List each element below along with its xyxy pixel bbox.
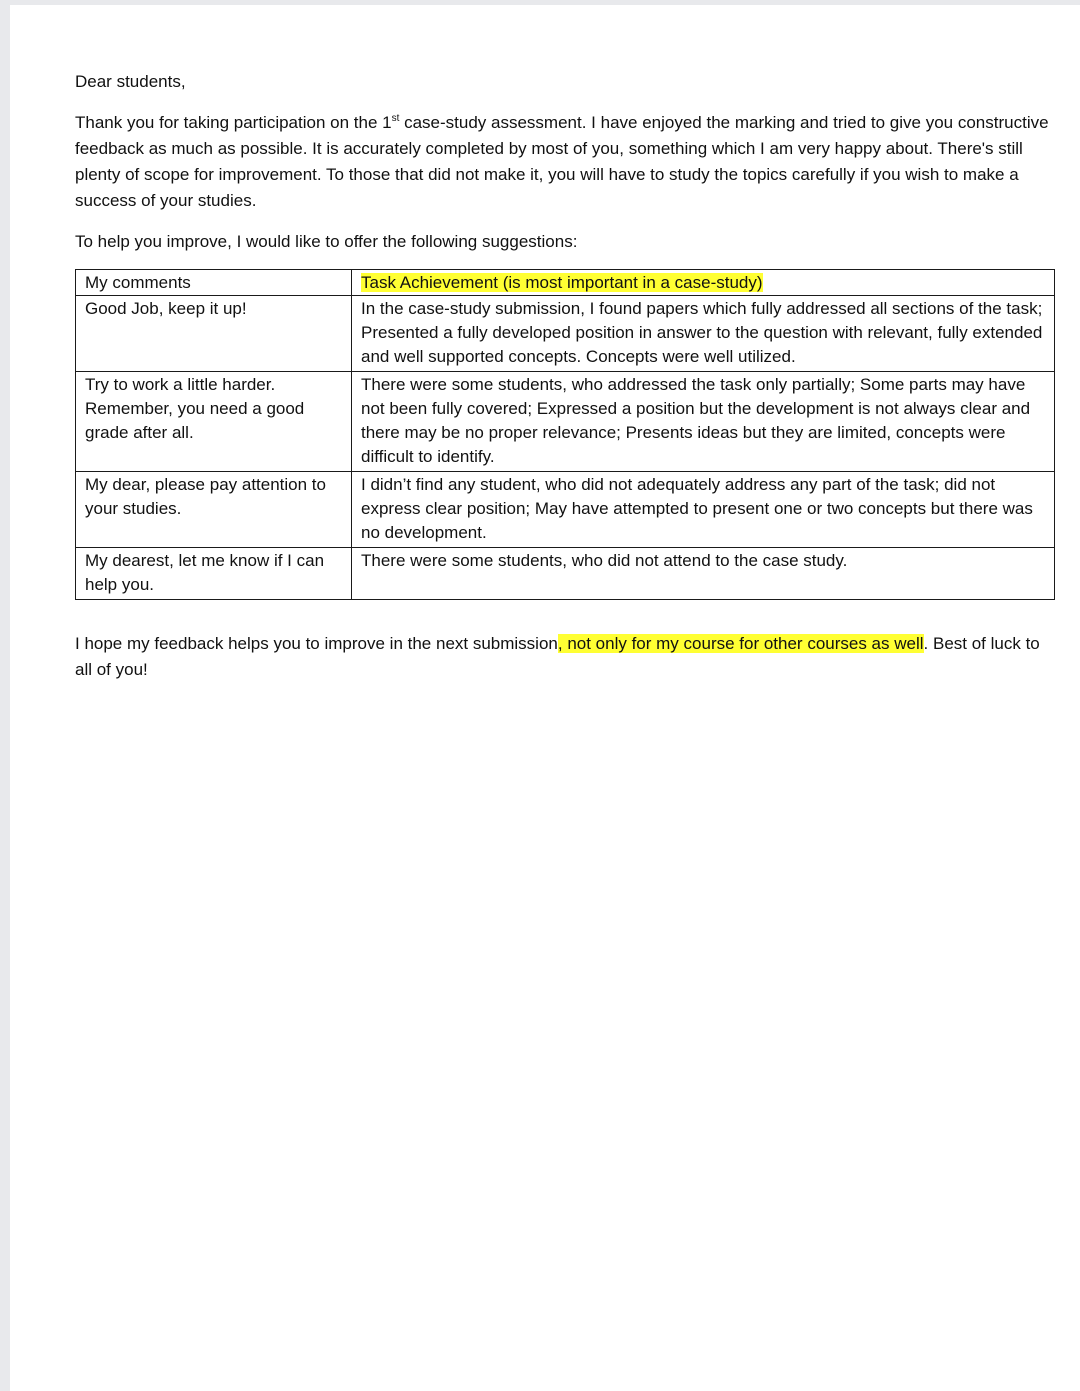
table-row [76,548,1055,600]
header-comments-cell [76,270,352,296]
description-cell: I didn’t find any student, who did not adequately address any part of the task; did not express clear position; May have attempted to present one or two concepts but there was no development. [352,472,1055,548]
header-criterion-highlighted: Task Achievement (is most important in a case-study) [361,273,763,292]
description-cell: There were some students, who did not attend to the case study. [352,548,1055,600]
comment-cell: Good Job, keep it up! [76,296,352,372]
comment-cell: Try to work a little harder. Remember, you need a good grade after all. [76,372,352,472]
header-comments: My comments [85,273,191,292]
comment-cell: My dear, please pay attention to your studies. [76,472,352,548]
closing-paragraph [75,631,1050,683]
intro-text-rest: case-study assessment. I have enjoyed the marking and tried to give you constructive feedback as much as possible. It is accurately completed by most of you, something which I am very happy about. There's still plenty of scope for improvement. To those that did not make it, you will have to study the topics carefully if you wish to make a success of your studies. [75,113,1049,210]
greeting: Dear students, [75,72,186,91]
ordinal-suffix: st [391,113,400,124]
header-criterion-cell [352,270,1055,296]
document-page [10,5,1080,1391]
suggestions-lead: To help you improve, I would like to offer the following suggestions: [75,232,578,251]
closing-text-end: . Best of luck to all of you! [75,634,1040,679]
closing-text-start: I hope my feedback helps you to improve in the next submission [75,634,558,653]
table-header-row [76,270,1055,296]
description-cell: There were some students, who addressed the task only partially; Some parts may have not been fully covered; Expressed a position but the development is not always clear and there may be no proper relevance; Presents ideas but they are limited, concepts were difficult to identify. [352,372,1055,472]
comment-cell: My dearest, let me know if I can help you. [76,548,352,600]
intro-text-start: Thank you for taking participation on the 1 [75,113,392,132]
intro-paragraph [75,110,1050,214]
table-row [76,372,1055,472]
feedback-table [75,269,1055,600]
table-row [76,296,1055,372]
description-cell: In the case-study submission, I found papers which fully addressed all sections of the task; Presented a fully developed position in answer to the question with relevant, fully extended and well supported concepts. Concepts were well utilized. [352,296,1055,372]
table-row [76,472,1055,548]
closing-highlighted-text: , not only for my course for other courses as well [557,634,924,653]
